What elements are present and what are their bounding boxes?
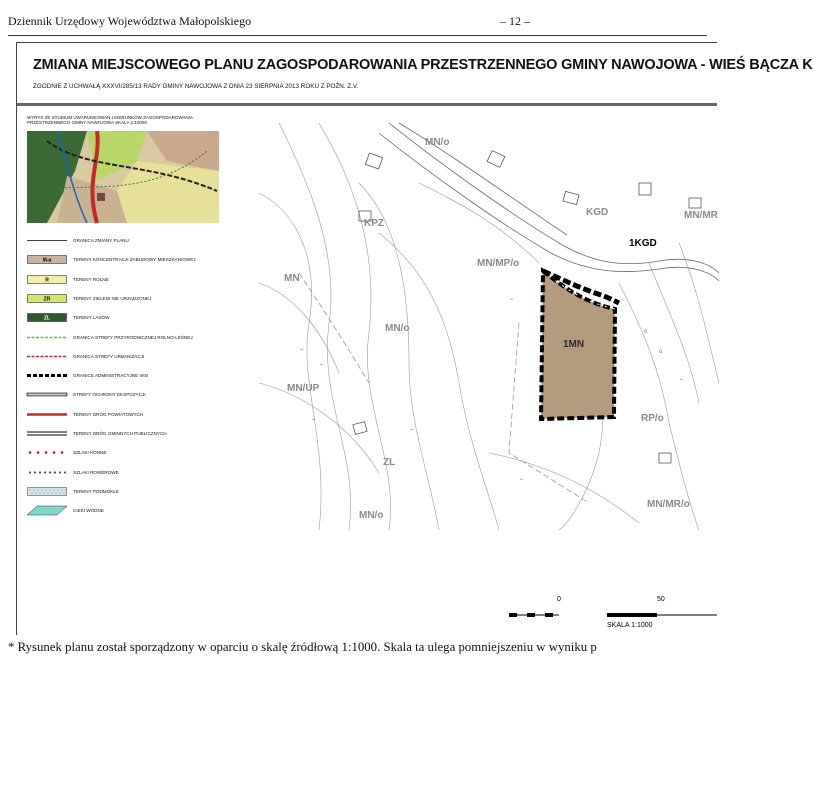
legend-label: GRANICA STREFY URBANIZACJI bbox=[73, 353, 145, 359]
plan-title: ZMIANA MIEJSCOWEGO PLANU ZAGOSPODAROWANIA PRZESTRZENNEGO GMINY NAWOJOWA - WIEŚ BĄCZA K bbox=[33, 57, 813, 73]
page-number: – 12 – bbox=[500, 14, 530, 28]
svg-text:⌃: ⌃ bbox=[311, 419, 317, 425]
title-block bbox=[17, 43, 813, 101]
legend-symbol bbox=[27, 429, 67, 438]
legend-symbol bbox=[27, 410, 67, 419]
header-rule bbox=[8, 35, 707, 36]
legend-label: TERENY LASÓW bbox=[73, 315, 110, 321]
plan-map bbox=[259, 123, 719, 530]
legend-symbol bbox=[27, 390, 67, 399]
legend-symbol-code: ZL bbox=[43, 315, 51, 322]
legend-symbol-code: M-a bbox=[42, 257, 52, 264]
title-rule bbox=[17, 103, 717, 106]
zone-label: KGD bbox=[586, 207, 609, 218]
svg-text:⌃: ⌃ bbox=[509, 299, 515, 305]
legend-symbol-code: R bbox=[45, 277, 49, 284]
legend-label: TERENY DRÓG POWIATOWYCH bbox=[73, 411, 144, 417]
zone-label: MN/o bbox=[359, 510, 384, 521]
legend bbox=[27, 115, 257, 536]
legend-label: TERENY DRÓG GMINNYCH PUBLICZNYCH bbox=[73, 431, 167, 436]
excerpt-caption: WYRYS ZE STUDIUM UWARUNKOWAŃ I KIERUNKÓW ZAGOSPODAROWANIA PRZESTRZENNEGO GMINY NAWOJOWA SKALA 1:10000 bbox=[27, 115, 193, 125]
svg-text:⌃: ⌃ bbox=[519, 479, 525, 485]
svg-text:⌃: ⌃ bbox=[409, 429, 415, 435]
svg-text:o: o bbox=[644, 329, 648, 335]
plan-subtitle: ZGODNIE Z UCHWAŁĄ XXXVI/285/13 RADY GMINY NAWOJOWA Z DNIA 23 SIERPNIA 2013 ROKU Z POŹN. Z.V. bbox=[33, 83, 359, 90]
zone-label: ZL bbox=[383, 457, 396, 468]
zone-label: KPZ bbox=[364, 218, 384, 229]
legend-label: STREFY OCHRONY EKSPOZYCJI bbox=[73, 392, 146, 398]
svg-text:o: o bbox=[659, 349, 663, 355]
scale-graphic bbox=[507, 591, 717, 631]
legend-symbol bbox=[27, 371, 67, 380]
svg-text:⌃: ⌃ bbox=[319, 364, 325, 370]
legend-label: GRANICA ZMIANY PLANU bbox=[73, 238, 129, 243]
scale-tick-0: 0 bbox=[557, 596, 561, 603]
legend-label: SZLAKI ROWEROWE bbox=[73, 469, 119, 475]
zone-label: 1KGD bbox=[629, 238, 657, 249]
legend-symbol bbox=[27, 294, 67, 303]
plan-sheet bbox=[16, 42, 813, 635]
scale-tick-50: 50 bbox=[657, 596, 665, 603]
svg-text:⌃: ⌃ bbox=[679, 379, 685, 385]
footnote: * Rysunek planu został sporządzony w oparciu o skalę źródłową 1:1000. Skala ta ulega pomniejszeniu w wyniku p bbox=[8, 640, 597, 654]
legend-symbol bbox=[27, 352, 67, 361]
zone-label: MN/MP/o bbox=[477, 258, 520, 269]
legend-label: GRANICE ADMINISTRACYJNE WSI bbox=[73, 373, 149, 379]
legend-label: TERENY KONCENTRACJI ZABUDOWY MIESZKANIOWEJ bbox=[73, 257, 196, 263]
legend-label: GRANICA STREFY PRZYRODNICZNEJ ROLNO-LEŚNEJ bbox=[73, 334, 193, 340]
journal-name: Dziennik Urzędowy Województwa Małopolskiego bbox=[8, 14, 252, 28]
legend-symbol bbox=[27, 313, 67, 322]
zone-label: MN/o bbox=[425, 137, 450, 148]
legend-label: TERENY ZIELENI NIE URZĄDZONEJ bbox=[73, 295, 152, 301]
legend-symbol bbox=[27, 506, 67, 515]
legend-symbol bbox=[27, 468, 67, 477]
zone-label: MN/MR/o bbox=[647, 499, 690, 510]
legend-symbol-code: ZR bbox=[43, 296, 51, 303]
legend-symbol bbox=[27, 448, 67, 457]
scale-bar bbox=[507, 591, 717, 631]
legend-label: SZLAKI KONNE bbox=[73, 450, 107, 456]
legend-symbol bbox=[27, 487, 67, 496]
scale-label: SKALA 1:1000 bbox=[607, 622, 653, 629]
study-excerpt-map bbox=[27, 131, 219, 223]
zone-label: 1MN bbox=[563, 339, 585, 350]
legend-symbol bbox=[27, 275, 67, 284]
legend-symbol bbox=[27, 333, 67, 342]
legend-symbol bbox=[27, 236, 67, 245]
legend-items bbox=[27, 236, 257, 536]
zone-label: MN/UP bbox=[287, 383, 320, 394]
zone-label: MN/o bbox=[385, 323, 410, 334]
page-header bbox=[0, 0, 707, 36]
zone-label: RP/o bbox=[641, 413, 664, 424]
legend-symbol bbox=[27, 255, 67, 264]
legend-label: TERENY ROLNE bbox=[73, 276, 109, 282]
legend-label: CIEKI WODNE bbox=[73, 508, 104, 514]
zone-label: MN/MR bbox=[684, 210, 718, 221]
legend-label: TERENY PODMOKŁE bbox=[73, 488, 119, 494]
svg-text:⌃: ⌃ bbox=[299, 349, 305, 355]
zone-label: MN bbox=[284, 273, 300, 284]
